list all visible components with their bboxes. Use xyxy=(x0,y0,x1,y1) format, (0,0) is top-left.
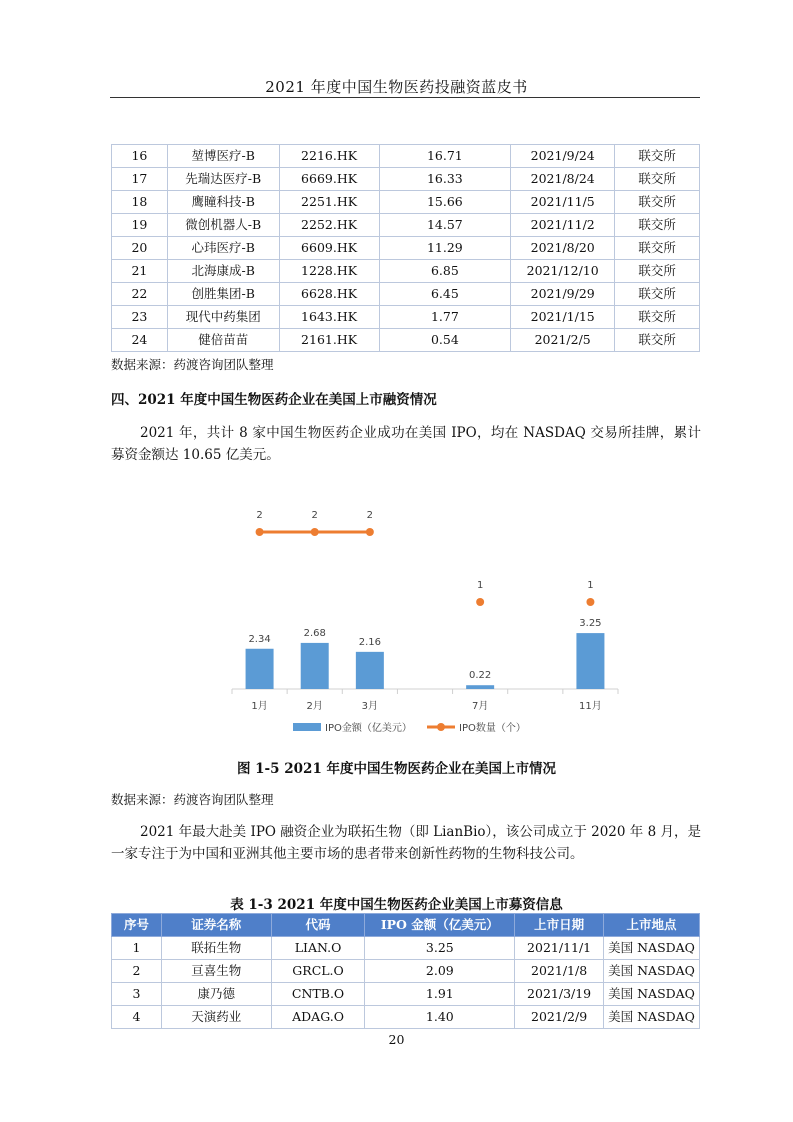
bar xyxy=(356,652,384,689)
x-tick-label: 7月 xyxy=(471,701,489,712)
table-cell: 24 xyxy=(112,329,168,352)
table-cell: 3.25 xyxy=(365,937,515,960)
ipo-us-table xyxy=(111,913,700,1029)
table-cell: 6628.HK xyxy=(279,283,379,306)
x-tick-label: 3月 xyxy=(361,701,379,712)
table-cell: ADAG.O xyxy=(271,1006,365,1029)
table-cell: 2021/2/9 xyxy=(515,1006,604,1029)
table-cell: 美国 NASDAQ xyxy=(604,983,700,1006)
table-cell: 联交所 xyxy=(615,260,700,283)
table-cell: 1 xyxy=(112,937,162,960)
line-point xyxy=(366,528,374,536)
table-cell: 2021/9/24 xyxy=(511,145,615,168)
table-cell: 2021/2/5 xyxy=(511,329,615,352)
table-cell: 15.66 xyxy=(379,191,511,214)
table-cell: 6669.HK xyxy=(279,168,379,191)
table-cell: 鹰瞳科技-B xyxy=(167,191,279,214)
table-cell: 2021/8/20 xyxy=(511,237,615,260)
table-cell: 6609.HK xyxy=(279,237,379,260)
data-source-note-2: 数据来源：药渡咨询团队整理 xyxy=(111,792,274,807)
table-cell: 6.85 xyxy=(379,260,511,283)
table-cell: 2216.HK xyxy=(279,145,379,168)
table-caption: 表 1-3 2021 年度中国生物医药企业美国上市募资信息 xyxy=(230,897,563,913)
table-cell: 2021/3/19 xyxy=(515,983,604,1006)
table-cell: 14.57 xyxy=(379,214,511,237)
table-cell: 1228.HK xyxy=(279,260,379,283)
table-cell: 联交所 xyxy=(615,168,700,191)
table-cell: 16.71 xyxy=(379,145,511,168)
table-row xyxy=(112,329,700,352)
paragraph-us-ipo-summary: 2021 年，共计 8 家中国生物医药企业成功在美国 IPO，均在 NASDAQ 交易所挂牌，累计募资金额达 10.65 亿美元。 xyxy=(111,425,701,463)
table-cell: 3 xyxy=(112,983,162,1006)
table-cell: 2252.HK xyxy=(279,214,379,237)
table-cell: 1.77 xyxy=(379,306,511,329)
table-header-cell: 证券名称 xyxy=(161,914,271,937)
table-cell: 2021/1/15 xyxy=(511,306,615,329)
line-point xyxy=(256,528,264,536)
table-cell: 2021/8/24 xyxy=(511,168,615,191)
table-cell: 联交所 xyxy=(615,329,700,352)
table-row xyxy=(112,960,700,983)
section-title: 四、2021 年度中国生物医药企业在美国上市融资情况 xyxy=(111,392,437,408)
table-cell: 联交所 xyxy=(615,191,700,214)
table-cell: 美国 NASDAQ xyxy=(604,937,700,960)
table-cell: 2161.HK xyxy=(279,329,379,352)
table-cell: 21 xyxy=(112,260,168,283)
table-cell: 联拓生物 xyxy=(161,937,271,960)
paragraph-lianbio: 2021 年最大赴美 IPO 融资企业为联拓生物（即 LianBio），该公司成立于 2020 年 8 月，是一家专注于为中国和亚洲其他主要市场的患者带来创新性药物的生物科技公司。 xyxy=(111,824,701,862)
table-cell: 20 xyxy=(112,237,168,260)
header-rule xyxy=(110,97,700,98)
table-cell: 0.54 xyxy=(379,329,511,352)
table-cell: 1643.HK xyxy=(279,306,379,329)
table-cell: 心玮医疗-B xyxy=(167,237,279,260)
legend-swatch-bar xyxy=(293,723,321,731)
table-cell: 2021/11/5 xyxy=(511,191,615,214)
table-cell: CNTB.O xyxy=(271,983,365,1006)
table-header-cell: 序号 xyxy=(112,914,162,937)
table-cell: 1.91 xyxy=(365,983,515,1006)
table-cell: 18 xyxy=(112,191,168,214)
table-cell: 2 xyxy=(112,960,162,983)
table-row xyxy=(112,937,700,960)
table-cell: 天演药业 xyxy=(161,1006,271,1029)
table-cell: 现代中药集团 xyxy=(167,306,279,329)
table-cell: 美国 NASDAQ xyxy=(604,960,700,983)
table-cell: 微创机器人-B xyxy=(167,214,279,237)
legend-label-bar: IPO金额（亿美元） xyxy=(325,723,412,734)
table-cell: 2021/11/1 xyxy=(515,937,604,960)
table-cell: 2251.HK xyxy=(279,191,379,214)
table-cell: 亘喜生物 xyxy=(161,960,271,983)
table-cell: 美国 NASDAQ xyxy=(604,1006,700,1029)
legend-marker xyxy=(437,723,445,731)
x-tick-label: 2月 xyxy=(306,701,323,712)
figure-caption: 图 1-5 2021 年度中国生物医药企业在美国上市情况 xyxy=(236,761,557,777)
bar xyxy=(576,633,604,689)
line-point xyxy=(476,598,484,606)
table-header-cell: 代码 xyxy=(271,914,365,937)
table-header-cell: 上市日期 xyxy=(515,914,604,937)
table-cell: 北海康成-B xyxy=(167,260,279,283)
table-header-cell: IPO 金额（亿美元） xyxy=(365,914,515,937)
table-row xyxy=(112,1006,700,1029)
line-data-label: 1 xyxy=(587,580,594,591)
table-cell: 19 xyxy=(112,214,168,237)
bar-data-label: 2.34 xyxy=(248,633,271,645)
table-cell: 先瑞达医疗-B xyxy=(167,168,279,191)
table-cell: 联交所 xyxy=(615,237,700,260)
table-row xyxy=(112,983,700,1006)
table-cell: 23 xyxy=(112,306,168,329)
table-row xyxy=(112,306,700,329)
table-cell: 22 xyxy=(112,283,168,306)
table-cell: 联交所 xyxy=(615,306,700,329)
table-cell: GRCL.O xyxy=(271,960,365,983)
table-cell: 6.45 xyxy=(379,283,511,306)
table-row xyxy=(112,260,700,283)
table-cell: 2021/12/10 xyxy=(511,260,615,283)
page-number: 20 xyxy=(388,1032,405,1047)
line-data-label: 2 xyxy=(366,510,374,521)
table-row xyxy=(112,283,700,306)
table-cell: 健倍苗苗 xyxy=(167,329,279,352)
table-cell: 2021/1/8 xyxy=(515,960,604,983)
table-cell: 联交所 xyxy=(615,214,700,237)
table-cell: 16.33 xyxy=(379,168,511,191)
bar-data-label: 0.22 xyxy=(469,670,492,682)
line-point xyxy=(586,598,594,606)
table-cell: 堃博医疗-B xyxy=(167,145,279,168)
line-point xyxy=(311,528,319,536)
table-cell: 11.29 xyxy=(379,237,511,260)
table-cell: 联交所 xyxy=(615,145,700,168)
line-data-label: 2 xyxy=(256,510,263,521)
table-row xyxy=(112,191,700,214)
table-cell: 2021/11/2 xyxy=(511,214,615,237)
data-source-note: 数据来源：药渡咨询团队整理 xyxy=(111,357,274,372)
ipo-hk-table xyxy=(111,144,700,352)
table-cell: 17 xyxy=(112,168,168,191)
table-cell: LIAN.O xyxy=(271,937,365,960)
table-cell: 2021/9/29 xyxy=(511,283,615,306)
table-cell: 康乃德 xyxy=(161,983,271,1006)
table-row xyxy=(112,168,700,191)
table-row xyxy=(112,214,700,237)
legend-label-line: IPO数量（个） xyxy=(459,723,526,734)
ipo-us-chart xyxy=(205,490,625,740)
bar xyxy=(301,643,329,689)
line-data-label: 2 xyxy=(311,510,318,521)
table-cell: 16 xyxy=(112,145,168,168)
x-tick-label: 11月 xyxy=(579,701,602,712)
bar-data-label: 3.25 xyxy=(579,618,602,630)
table-row xyxy=(112,145,700,168)
page-header: 2021 年度中国生物医药投融资蓝皮书 xyxy=(265,78,528,96)
table-cell: 1.40 xyxy=(365,1006,515,1029)
table-cell: 4 xyxy=(112,1006,162,1029)
line-data-label: 1 xyxy=(476,580,484,591)
table-header-cell: 上市地点 xyxy=(604,914,700,937)
bar-data-label: 2.68 xyxy=(303,627,326,639)
table-cell: 联交所 xyxy=(615,283,700,306)
bar xyxy=(246,649,274,689)
table-row xyxy=(112,237,700,260)
table-cell: 2.09 xyxy=(365,960,515,983)
table-cell: 创胜集团-B xyxy=(167,283,279,306)
x-tick-label: 1月 xyxy=(251,701,268,712)
bar-data-label: 2.16 xyxy=(358,636,381,648)
bar xyxy=(466,685,494,689)
